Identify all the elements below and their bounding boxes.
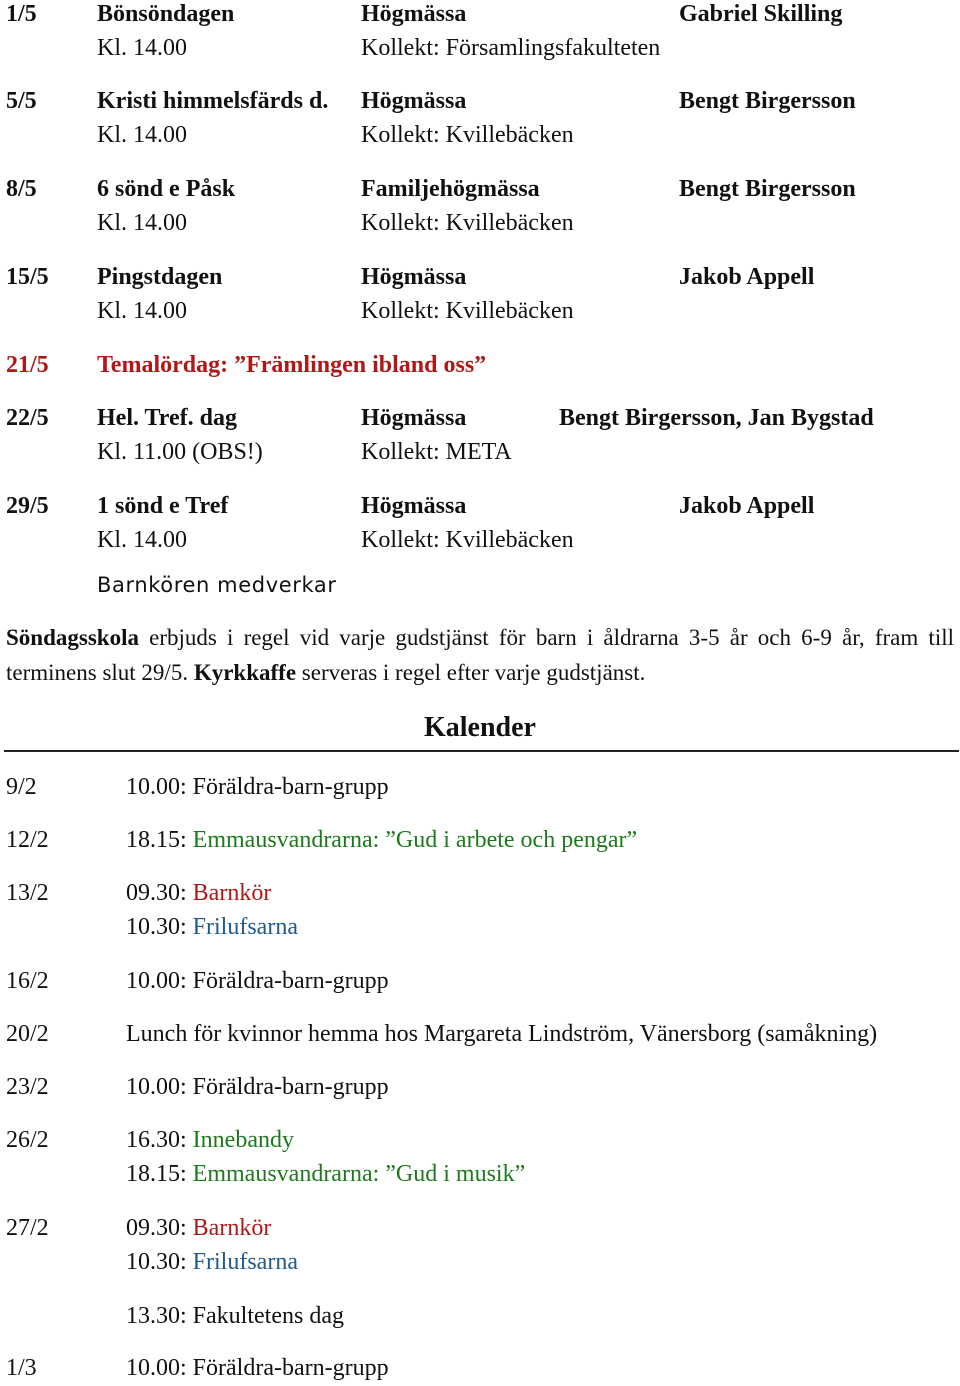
calendar-entry bbox=[0, 1017, 960, 1051]
theme-date: 21/5 bbox=[6, 352, 49, 378]
calendar-date: 26/2 bbox=[6, 1127, 49, 1153]
service-day: 1 sönd e Tref bbox=[97, 493, 229, 519]
calendar-entry bbox=[0, 1123, 960, 1157]
calendar-date: 27/2 bbox=[6, 1215, 49, 1241]
service-date: 29/5 bbox=[6, 493, 49, 519]
calendar-date: 1/3 bbox=[6, 1355, 37, 1381]
service-detail-row bbox=[0, 294, 960, 328]
calendar-date: 23/2 bbox=[6, 1074, 49, 1100]
theme-title: Temalördag: ”Främlingen ibland oss” bbox=[97, 352, 487, 378]
calendar-item bbox=[126, 910, 298, 944]
calendar-event: Frilufsarna bbox=[192, 1249, 298, 1275]
service-note-row bbox=[0, 568, 960, 602]
calendar-item bbox=[126, 1017, 877, 1051]
calendar-time: 10.30: bbox=[126, 1249, 193, 1275]
info-paragraph bbox=[6, 620, 954, 690]
calendar-event: Emmausvandrarna: ”Gud i arbete och pengar” bbox=[192, 827, 638, 853]
service-detail-row bbox=[0, 523, 960, 557]
service-time: Kl. 14.00 bbox=[97, 122, 187, 148]
calendar-item bbox=[126, 1299, 344, 1333]
calendar-entry-continued bbox=[0, 1245, 960, 1279]
service-type: Högmässa bbox=[361, 1, 467, 27]
calendar-entry bbox=[0, 823, 960, 857]
calendar-event: Innebandy bbox=[192, 1127, 294, 1153]
calendar-event: Barnkör bbox=[192, 1215, 272, 1241]
theme-row bbox=[0, 348, 960, 382]
service-detail-row bbox=[0, 118, 960, 152]
calendar-time: 10.00: bbox=[126, 1074, 193, 1100]
service-detail-row bbox=[0, 31, 960, 65]
calendar-date: 16/2 bbox=[6, 968, 49, 994]
service-type: Högmässa bbox=[361, 405, 467, 431]
service-day: Bönsöndagen bbox=[97, 1, 235, 27]
service-collection: Kollekt: Kvillebäcken bbox=[361, 527, 574, 553]
sunday-school-label: Söndagsskola bbox=[6, 625, 139, 650]
calendar-time: 16.30: bbox=[126, 1127, 193, 1153]
calendar-entry bbox=[0, 1351, 960, 1385]
service-type: Högmässa bbox=[361, 88, 467, 114]
calendar-time: 10.00: bbox=[126, 1355, 193, 1381]
calendar-time: 18.15: bbox=[126, 827, 193, 853]
service-type: Högmässa bbox=[361, 264, 467, 290]
service-leader: Gabriel Skilling bbox=[679, 1, 843, 27]
calendar-event: Föräldra-barn-grupp bbox=[192, 1355, 389, 1381]
calendar-item bbox=[126, 1157, 525, 1191]
service-day: Pingstdagen bbox=[97, 264, 223, 290]
service-row bbox=[0, 84, 960, 118]
service-time: Kl. 14.00 bbox=[97, 210, 187, 236]
service-row bbox=[0, 172, 960, 206]
service-leader: Jakob Appell bbox=[679, 493, 815, 519]
calendar-date: 9/2 bbox=[6, 774, 37, 800]
calendar-time: 10.00: bbox=[126, 968, 193, 994]
calendar-time: 10.00: bbox=[126, 774, 193, 800]
calendar-item bbox=[126, 964, 389, 998]
calendar-event: Föräldra-barn-grupp bbox=[192, 774, 389, 800]
service-leader: Bengt Birgersson bbox=[679, 88, 856, 114]
calendar-item bbox=[126, 770, 389, 804]
calendar-event: Föräldra-barn-grupp bbox=[192, 1074, 389, 1100]
calendar-time: 10.30: bbox=[126, 914, 193, 940]
service-row bbox=[0, 0, 960, 31]
service-date: 15/5 bbox=[6, 264, 49, 290]
service-day: 6 sönd e Påsk bbox=[97, 176, 236, 202]
calendar-entry bbox=[0, 964, 960, 998]
sunday-school-text: erbjuds i regel vid varje gudstjänst för barn i åldrarna 3-5 år och 6-9 år, fram till terminens slut 29/5. bbox=[6, 625, 954, 685]
calendar-time: 13.30: bbox=[126, 1303, 193, 1329]
service-date: 8/5 bbox=[6, 176, 37, 202]
coffee-text: serveras i regel efter varje gudstjänst. bbox=[296, 660, 646, 685]
calendar-date: 12/2 bbox=[6, 827, 49, 853]
calendar-entry bbox=[0, 1211, 960, 1245]
service-time: Kl. 11.00 (OBS!) bbox=[97, 439, 263, 465]
service-time: Kl. 14.00 bbox=[97, 35, 187, 61]
calendar-event: Frilufsarna bbox=[192, 914, 298, 940]
service-time: Kl. 14.00 bbox=[97, 527, 187, 553]
calendar-event: Emmausvandrarna: ”Gud i musik” bbox=[192, 1161, 526, 1187]
calendar-time: 09.30: bbox=[126, 880, 193, 906]
service-leader: Bengt Birgersson, Jan Bygstad bbox=[559, 405, 874, 431]
service-collection: Kollekt: Kvillebäcken bbox=[361, 298, 574, 324]
service-date: 22/5 bbox=[6, 405, 49, 431]
calendar-item bbox=[126, 1070, 389, 1104]
service-leader: Jakob Appell bbox=[679, 264, 815, 290]
calendar-item bbox=[126, 1123, 294, 1157]
service-collection: Kollekt: Kvillebäcken bbox=[361, 210, 574, 236]
service-collection: Kollekt: Församlingsfakulteten bbox=[361, 35, 661, 61]
calendar-entry bbox=[0, 1070, 960, 1104]
calendar-event: Fakultetens dag bbox=[192, 1303, 344, 1329]
service-collection: Kollekt: Kvillebäcken bbox=[361, 122, 574, 148]
calendar-entry-continued bbox=[0, 910, 960, 944]
calendar-divider bbox=[4, 750, 959, 752]
calendar-entry bbox=[0, 876, 960, 910]
calendar-date: 20/2 bbox=[6, 1021, 49, 1047]
service-time: Kl. 14.00 bbox=[97, 298, 187, 324]
calendar-event: Föräldra-barn-grupp bbox=[192, 968, 389, 994]
calendar-event: Barnkör bbox=[192, 880, 272, 906]
service-row bbox=[0, 489, 960, 523]
calendar-item bbox=[126, 876, 271, 910]
service-detail-row bbox=[0, 435, 960, 469]
calendar-entry-continued bbox=[0, 1299, 960, 1333]
calendar-item bbox=[126, 1351, 389, 1385]
service-detail-row bbox=[0, 206, 960, 240]
calendar-time: 09.30: bbox=[126, 1215, 193, 1241]
service-day: Hel. Tref. dag bbox=[97, 405, 237, 431]
coffee-label: Kyrkkaffe bbox=[193, 660, 297, 685]
calendar-item bbox=[126, 823, 637, 857]
calendar-time: 18.15: bbox=[126, 1161, 193, 1187]
service-date: 1/5 bbox=[6, 1, 37, 27]
calendar-entry bbox=[0, 770, 960, 804]
service-day: Kristi himmelsfärds d. bbox=[97, 88, 329, 114]
service-leader: Bengt Birgersson bbox=[679, 176, 856, 202]
calendar-heading: Kalender bbox=[424, 712, 536, 743]
calendar-item bbox=[126, 1245, 298, 1279]
service-type: Högmässa bbox=[361, 493, 467, 519]
calendar-entry-continued bbox=[0, 1157, 960, 1191]
service-date: 5/5 bbox=[6, 88, 37, 114]
calendar-date: 13/2 bbox=[6, 880, 49, 906]
service-note: Barnkören medverkar bbox=[97, 573, 337, 597]
service-row bbox=[0, 401, 960, 435]
service-type: Familjehögmässa bbox=[361, 176, 540, 202]
service-collection: Kollekt: META bbox=[361, 439, 512, 465]
service-row bbox=[0, 260, 960, 294]
calendar-item bbox=[126, 1211, 271, 1245]
calendar-event: Lunch för kvinnor hemma hos Margareta Lindström, Vänersborg (samåkning) bbox=[126, 1021, 878, 1047]
